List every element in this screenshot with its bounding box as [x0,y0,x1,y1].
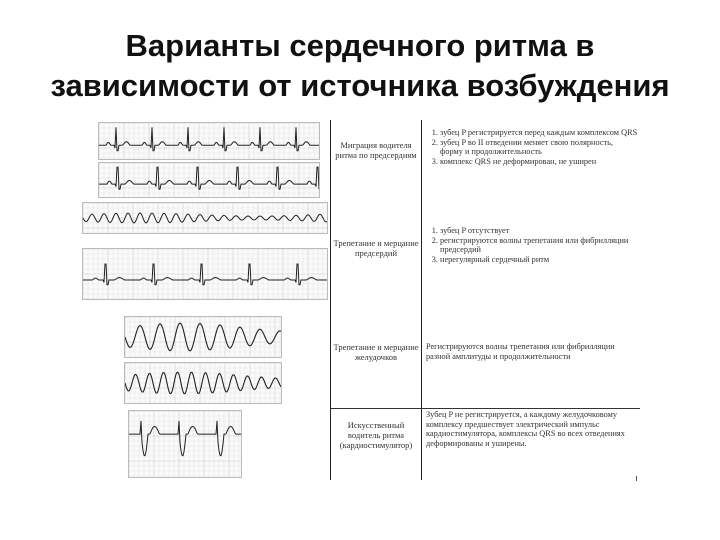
ecg-strip-1b [98,162,320,198]
slide-title [20,26,700,106]
condition-labels-column [331,120,422,480]
title-line-2: зависимости от источника возбуждения [50,68,670,103]
row-4-label: Искусственный водитель ритма (кардиостимулятор) [339,420,413,450]
ecg-strip-2a [82,202,328,234]
row-2-item-1: 1. зубец P отсутствует [440,226,638,236]
ecg-trace [125,363,281,403]
ecg-trace [99,123,319,159]
ecg-strip-1a [98,122,320,160]
ecg-strip-3b [124,362,282,404]
ecg-strips-column [76,120,331,480]
ecg-trace [129,411,241,477]
row-1-item-3: 3. комплекс QRS не деформирован, не уширен [440,157,638,167]
corner-mark [636,476,640,481]
row-1-item-1: 1. зубец P регистрируется перед каждым комплексом QRS [440,128,638,138]
row-1-label: Миграция водителя ритма по предсердиям [335,140,417,160]
ecg-strip-4 [128,410,242,478]
row-1-description [426,128,638,166]
row-2-label: Трепетание и мерцание предсердий [333,238,419,258]
row-1-item-2: 2. зубец P во II отведении меняет свою полярность, форму и продолжительность [440,138,638,157]
row-3-description: Регистрируются волны трепетания или фибрилляции разной амплитуды и продолжительности [426,342,615,361]
row-2-item-2: 2. регистрируются волны трепетания или фибрилляции предсердий [440,236,638,255]
ecg-trace [83,249,327,299]
descriptions-column [422,120,640,480]
row-2-item-3: 3. нерегулярный сердечный ритм [440,255,638,265]
row-2-description [426,226,638,264]
ecg-strip-2b [82,248,328,300]
ecg-trace [125,317,281,357]
ecg-trace [99,163,319,197]
ecg-figure [76,120,640,480]
row-3-label: Трепетание и мерцание желудочков [333,342,419,362]
ecg-trace [83,203,327,233]
row-separator [331,408,640,409]
ecg-strip-3a [124,316,282,358]
title-line-1: Варианты сердечного ритма в [125,28,595,63]
row-4-description: Зубец P не регистрируется, а каждому желудочковому комплексу предшествует электрический импульс кардиостимулятора, комплексы QRS во всех отведениях деформированы и уширены. [426,410,625,448]
